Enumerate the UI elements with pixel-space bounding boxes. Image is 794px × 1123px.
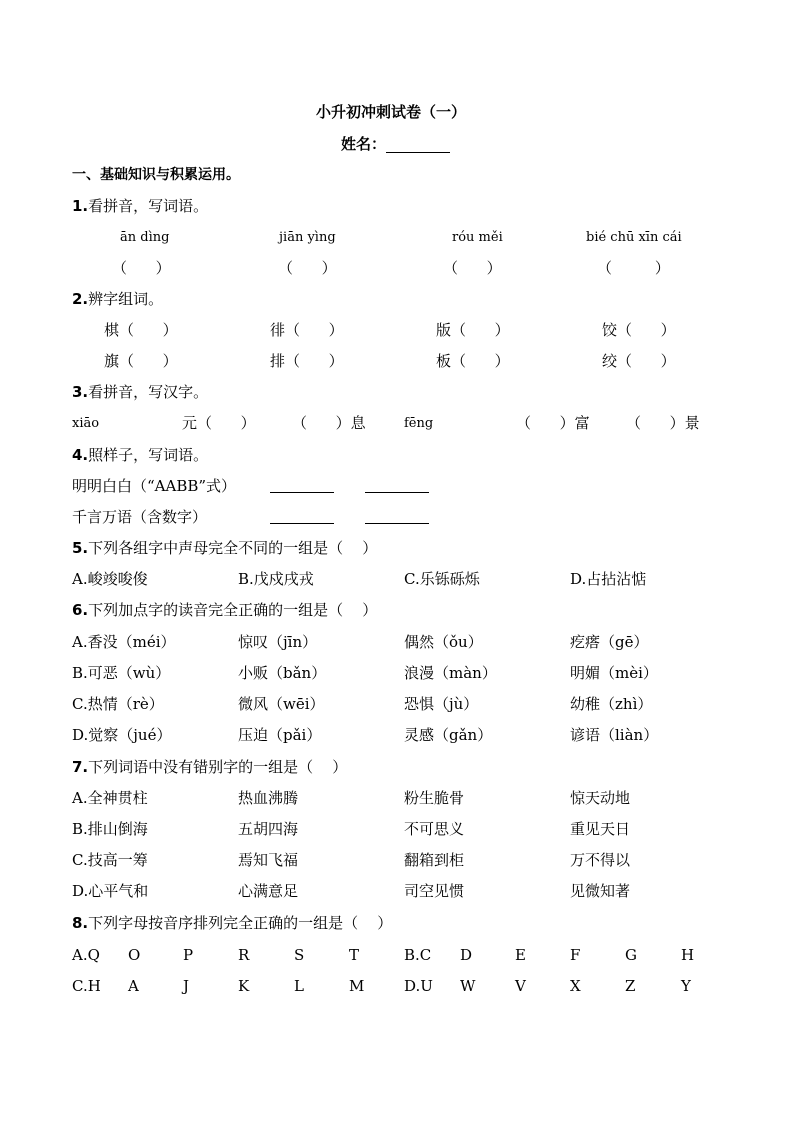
answer-blank[interactable] [270, 523, 334, 524]
letter: V [515, 977, 526, 995]
option-cell: 粉生脆骨 [404, 789, 465, 807]
word-item[interactable]: 排（ ） [270, 352, 344, 370]
answer-blank[interactable] [270, 492, 334, 493]
option-cell: 偶然（ǒu） [404, 633, 483, 651]
question-text: 看拼音，写词语。 [88, 197, 209, 215]
pinyin-3: róu měi [452, 230, 503, 245]
question-6 [72, 601, 377, 619]
option-cell: 万不得以 [570, 851, 631, 869]
letter: A [128, 977, 139, 995]
letter: G [625, 946, 637, 964]
letter: W [460, 977, 476, 995]
question-2 [72, 290, 163, 308]
letter: Z [625, 977, 636, 995]
question-number: 8. [72, 914, 89, 932]
letter: H [681, 946, 695, 964]
pinyin-4: bié chū xīn cái [586, 230, 682, 245]
letter: S [294, 946, 305, 964]
option-cell[interactable]: C.热情（rè） [72, 695, 164, 713]
char-item[interactable]: （ ）息 [292, 414, 366, 432]
question-text: 下列各组字中声母完全不同的一组是（ ） [88, 539, 378, 557]
letter-option-d[interactable]: D.U [404, 977, 433, 995]
answer-blank[interactable] [365, 523, 429, 524]
question-5 [72, 539, 377, 557]
letter: J [183, 977, 190, 995]
option-cell: 明媚（mèi） [570, 664, 658, 682]
question-3 [72, 383, 208, 401]
option-cell: 微风（wēi） [238, 695, 325, 713]
question-text: 下列词语中没有错别字的一组是（ ） [88, 758, 348, 776]
char-item[interactable]: （ ）景 [626, 414, 700, 432]
question-8 [72, 914, 392, 932]
pinyin-1: ān dìng [120, 230, 170, 245]
letter: X [570, 977, 581, 995]
letter: M [349, 977, 365, 995]
option-cell: 压迫（pǎi） [238, 726, 322, 744]
answer-paren[interactable]: （ ） [278, 259, 337, 277]
option-cell[interactable]: A.香没（méi） [72, 633, 176, 651]
question-number: 7. [72, 758, 89, 776]
option-cell[interactable]: D.心平气和 [72, 882, 149, 900]
letter: P [183, 946, 194, 964]
answer-blank[interactable] [365, 492, 429, 493]
option-cell: 谚语（liàn） [570, 726, 659, 744]
option-cell: 司空见惯 [404, 882, 465, 900]
letter-option-a[interactable]: A.Q [72, 946, 100, 964]
pinyin-feng: fēng [404, 416, 434, 431]
option-cell[interactable]: A.全神贯柱 [72, 789, 148, 807]
letter: O [128, 946, 141, 964]
letter-option-b[interactable]: B.C [404, 946, 432, 964]
example-row-2: 千言万语（含数字） [72, 508, 208, 526]
option-cell: 翻箱到柜 [404, 851, 465, 869]
question-text: 辨字组词。 [88, 290, 164, 308]
question-text: 下列字母按音序排列完全正确的一组是（ ） [88, 914, 393, 932]
question-number: 1. [72, 197, 89, 215]
char-item[interactable]: （ ）富 [516, 414, 590, 432]
option-cell: 心满意足 [238, 882, 299, 900]
question-number: 6. [72, 601, 89, 619]
letter: D [460, 946, 473, 964]
option[interactable]: D.占拈沾惦 [570, 570, 647, 588]
option-cell: 幼稚（zhì） [570, 695, 653, 713]
word-item[interactable]: 徘（ ） [270, 321, 344, 339]
question-4 [72, 446, 208, 464]
question-text: 下列加点字的读音完全正确的一组是（ ） [88, 601, 378, 619]
word-item[interactable]: 棋（ ） [104, 321, 178, 339]
word-item[interactable]: 旗（ ） [104, 352, 178, 370]
option[interactable]: A.峻竣唆俊 [72, 570, 148, 588]
char-item[interactable]: 元（ ） [182, 414, 256, 432]
letter: T [349, 946, 360, 964]
letter: Y [681, 977, 691, 995]
answer-paren[interactable]: （ ） [112, 259, 171, 277]
answer-paren[interactable]: （ ） [443, 259, 502, 277]
option-cell[interactable]: B.排山倒海 [72, 820, 148, 838]
letter: L [294, 977, 304, 995]
option-cell: 重见天日 [570, 820, 631, 838]
word-item[interactable]: 饺（ ） [602, 321, 676, 339]
option-cell: 灵感（gǎn） [404, 726, 493, 744]
word-item[interactable]: 版（ ） [436, 321, 510, 339]
name-blank [386, 138, 450, 153]
question-7 [72, 758, 347, 776]
word-item[interactable]: 绞（ ） [602, 352, 676, 370]
question-number: 5. [72, 539, 89, 557]
option-cell[interactable]: B.可恶（wù） [72, 664, 171, 682]
answer-paren[interactable]: （ ） [597, 259, 670, 277]
section-heading: 一、基础知识与积累运用。 [72, 167, 240, 183]
option-cell: 不可思义 [404, 820, 465, 838]
option-cell: 惊叹（jīn） [238, 633, 318, 651]
option[interactable]: C.乐铄砾烁 [404, 570, 480, 588]
pinyin-xiao: xiāo [72, 416, 100, 431]
name-line [341, 135, 450, 153]
letter-option-c[interactable]: C.H [72, 977, 101, 995]
letter: K [238, 977, 250, 995]
option-cell: 五胡四海 [238, 820, 299, 838]
page-title: 小升初冲刺试卷（一） [316, 103, 467, 121]
option-cell: 恐惧（jù） [404, 695, 479, 713]
example-row-1: 明明白白（“AABB”式） [72, 477, 237, 495]
option-cell: 见微知著 [570, 882, 631, 900]
question-number: 2. [72, 290, 89, 308]
option-cell: 热血沸腾 [238, 789, 299, 807]
question-text: 看拼音，写汉字。 [88, 383, 209, 401]
option-cell: 焉知飞福 [238, 851, 299, 869]
option-cell: 惊天动地 [570, 789, 631, 807]
option-cell[interactable]: D.觉察（jué） [72, 726, 172, 744]
letter: R [238, 946, 250, 964]
question-number: 4. [72, 446, 89, 464]
option[interactable]: B.戊戍戌戎 [238, 570, 314, 588]
letter: F [570, 946, 581, 964]
word-item[interactable]: 板（ ） [436, 352, 510, 370]
letter: E [515, 946, 526, 964]
question-number: 3. [72, 383, 89, 401]
option-cell: 浪漫（màn） [404, 664, 497, 682]
question-1 [72, 197, 208, 215]
option-cell: 小贩（bǎn） [238, 664, 327, 682]
option-cell: 疙瘩（gē） [570, 633, 649, 651]
option-cell[interactable]: C.技高一筹 [72, 851, 148, 869]
question-text: 照样子，写词语。 [88, 446, 209, 464]
name-label: 姓名： [341, 135, 387, 153]
pinyin-2: jiān yìng [279, 230, 336, 245]
